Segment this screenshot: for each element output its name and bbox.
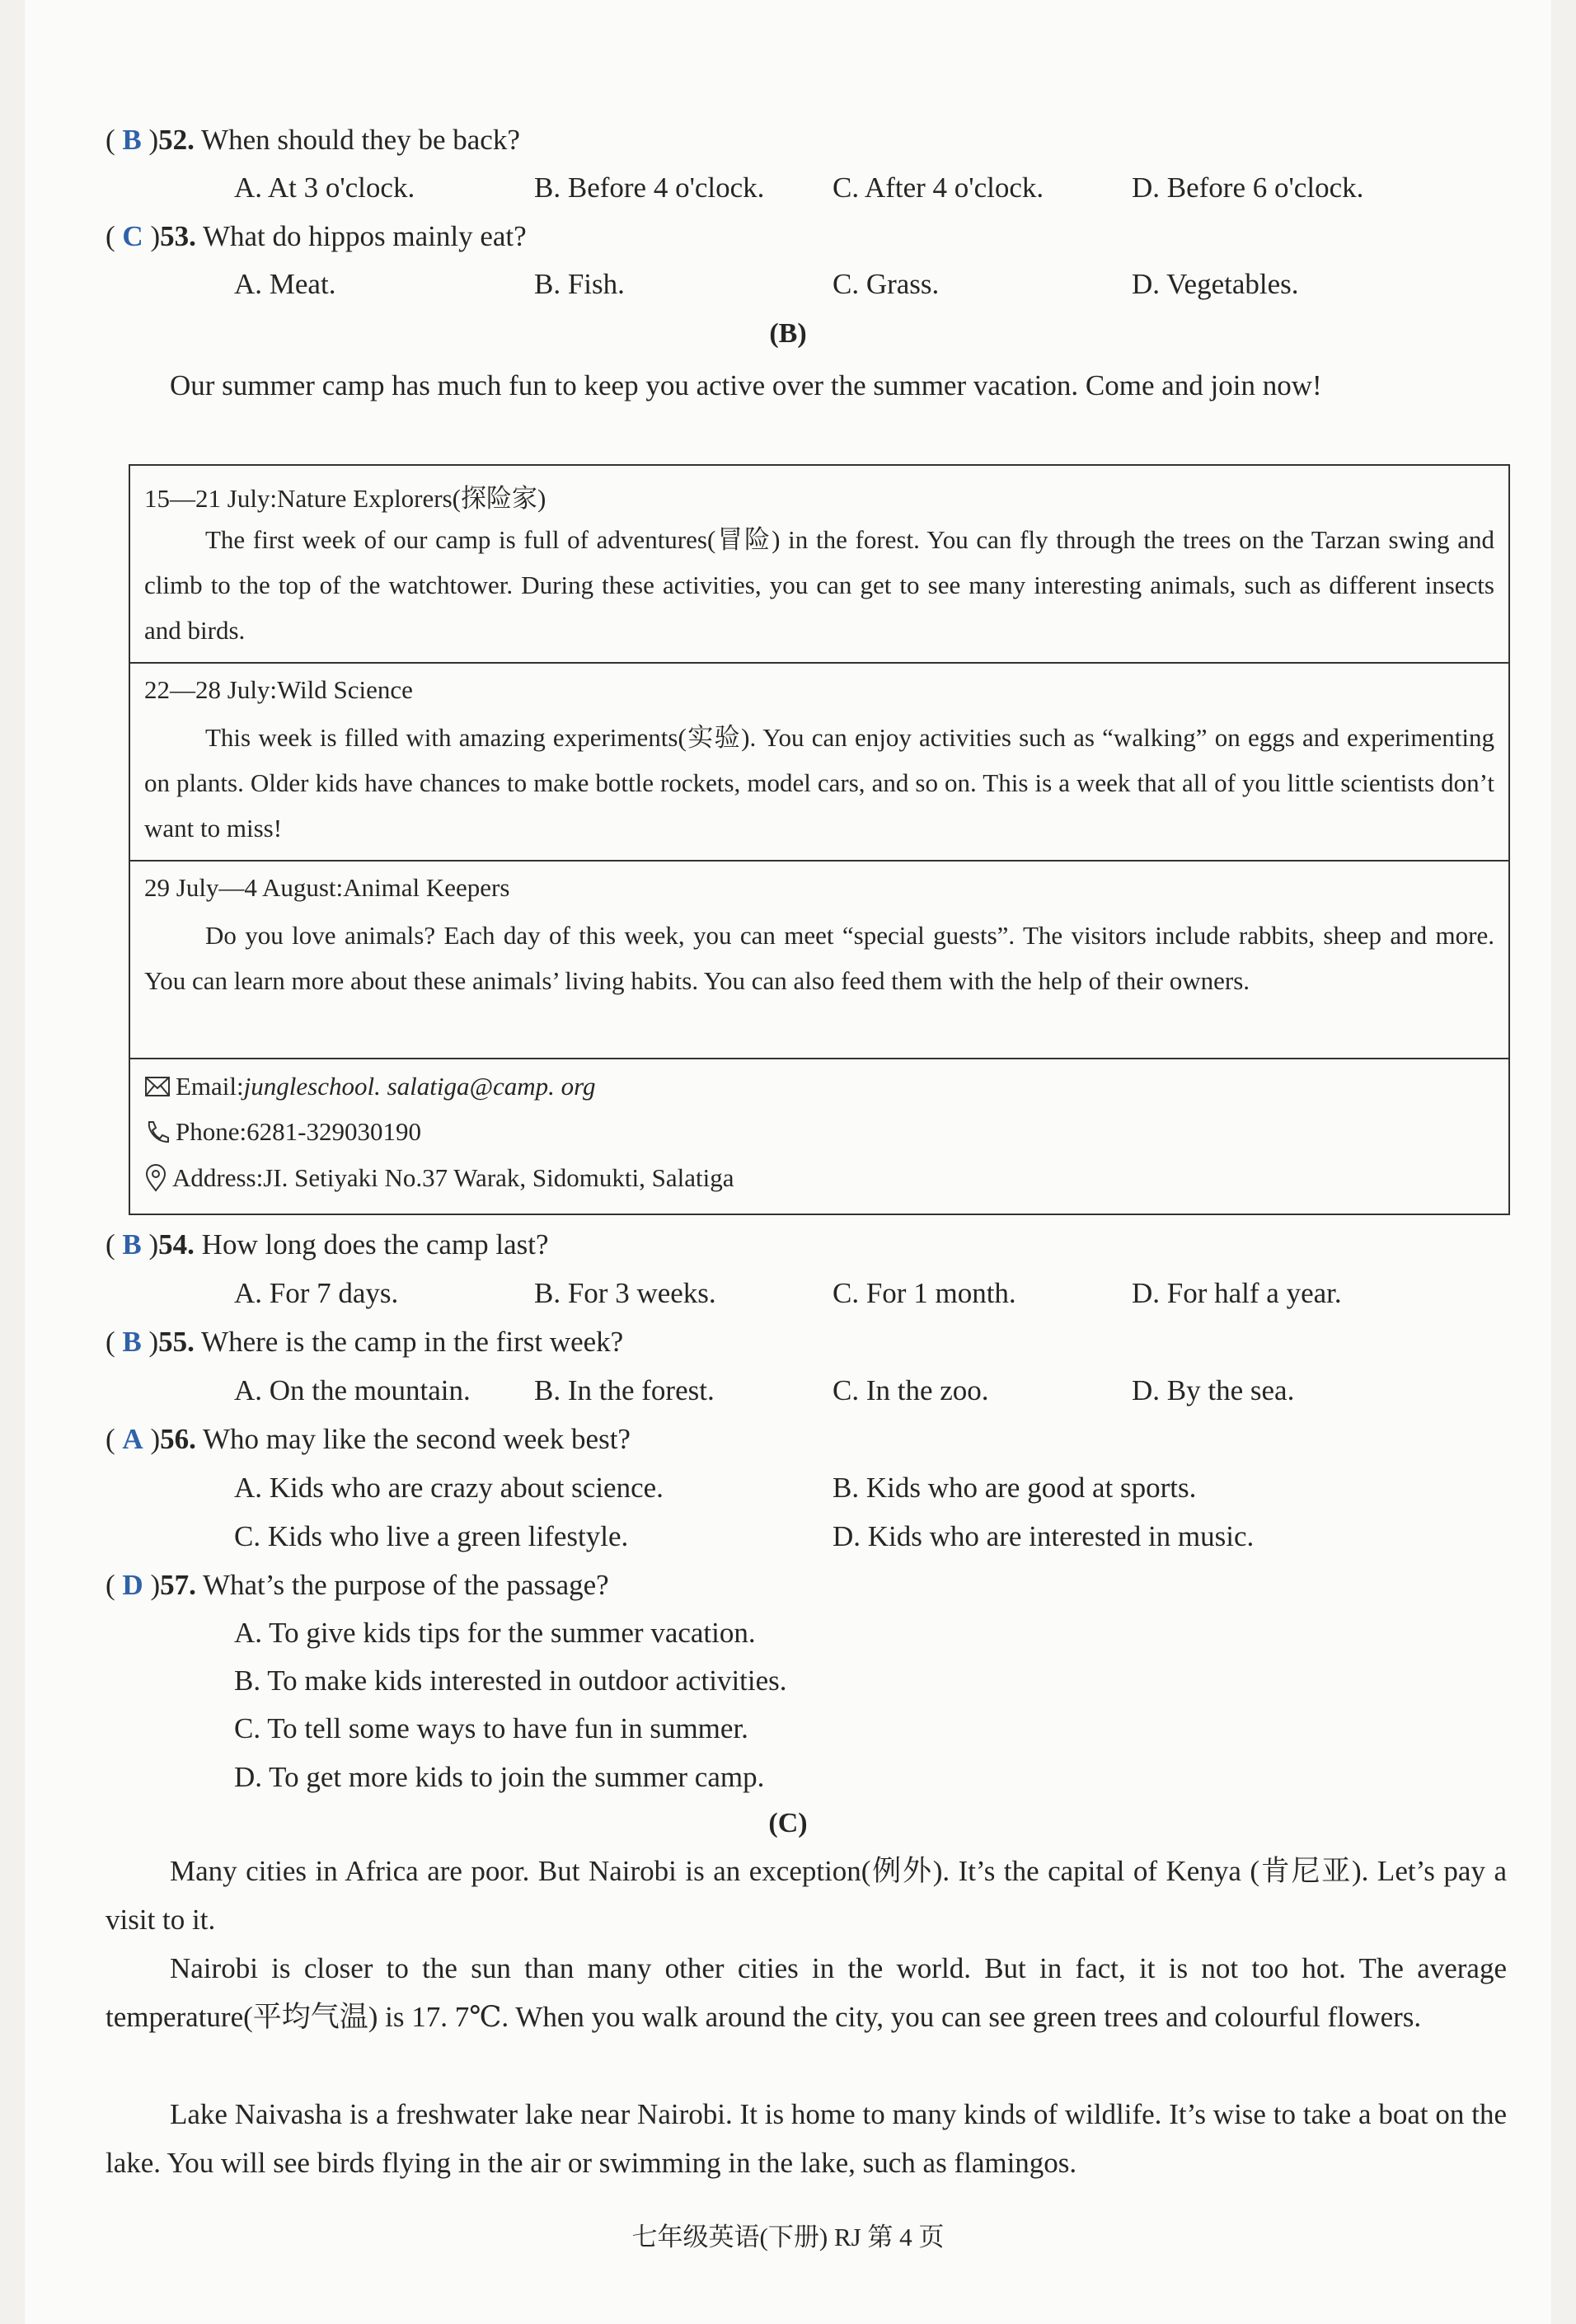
email-label: Email: bbox=[176, 1072, 244, 1101]
question-text: How long does the camp last? bbox=[201, 1228, 549, 1261]
option-d: D. By the sea. bbox=[1132, 1374, 1295, 1406]
week-2-body: This week is filled with amazing experiments(实验). You can enjoy activities such as “walking” on eggs and experimenting on plants. Older kids have chances to make bottle rockets, model cars, and so on. This is a week that all of you little scientists don’t want to miss! bbox=[144, 723, 1494, 843]
question-56: ( A )56. Who may like the second week best? bbox=[106, 1423, 631, 1455]
option-d: D. For half a year. bbox=[1132, 1277, 1342, 1309]
option-d: D. To get more kids to join the summer camp. bbox=[234, 1761, 765, 1793]
option-a: A. Kids who are crazy about science. bbox=[234, 1472, 664, 1504]
week-3-row bbox=[130, 862, 1508, 1059]
option-d: D. Vegetables. bbox=[1132, 268, 1299, 300]
location-pin-icon bbox=[144, 1164, 167, 1192]
question-52: ( B )52. When should they be back? bbox=[106, 124, 520, 156]
answer-mark: B bbox=[122, 1228, 142, 1261]
option-b: B. Kids who are good at sports. bbox=[833, 1472, 1197, 1504]
question-number: 52. bbox=[158, 124, 195, 156]
option-a: A. At 3 o'clock. bbox=[234, 171, 415, 204]
question-57: ( D )57. What’s the purpose of the passage? bbox=[106, 1569, 609, 1601]
question-number: 55. bbox=[158, 1326, 195, 1358]
camp-schedule-box bbox=[129, 464, 1510, 1215]
question-text: Where is the camp in the first week? bbox=[201, 1326, 624, 1358]
email-line bbox=[144, 1072, 596, 1101]
answer-mark: B bbox=[122, 1326, 142, 1358]
answer-mark: B bbox=[122, 124, 142, 156]
question-53: ( C )53. What do hippos mainly eat? bbox=[106, 220, 527, 252]
option-c: C. Kids who live a green lifestyle. bbox=[234, 1520, 629, 1552]
answer-mark: C bbox=[122, 220, 143, 252]
section-c-paragraph-3: Lake Naivasha is a freshwater lake near Nairobi. It is home to many kinds of wildlife. It’s wise to take a boat on the lake. You will see birds flying in the air or swimming in the lake, such as flamingos. bbox=[106, 2098, 1507, 2179]
option-c: C. For 1 month. bbox=[833, 1277, 1016, 1309]
question-55: ( B )55. Where is the camp in the first week? bbox=[106, 1326, 624, 1358]
option-b: B. Fish. bbox=[534, 268, 625, 300]
option-c: C. To tell some ways to have fun in summer. bbox=[234, 1712, 748, 1744]
email-address: jungleschool. salatiga@camp. org bbox=[243, 1072, 596, 1101]
page-footer: 七年级英语(下册) RJ 第 4 页 bbox=[631, 2223, 945, 2251]
phone-line bbox=[144, 1117, 421, 1147]
question-text: Who may like the second week best? bbox=[202, 1423, 631, 1455]
section-c-paragraph-2: Nairobi is closer to the sun than many other cities in the world. But in fact, it is not too hot. The average temperature(平均气温) is 17. 7℃. When you walk around the city, you can see green trees and colourful flowers. bbox=[106, 1952, 1507, 2033]
option-d: D. Kids who are interested in music. bbox=[833, 1520, 1255, 1552]
section-c-heading: (C) bbox=[768, 1808, 808, 1838]
week-1-title: 15—21 July:Nature Explorers(探险家) bbox=[144, 484, 546, 513]
week-3-body: Do you love animals? Each day of this week, you can meet “special guests”. The visitors include rabbits, sheep and more. You can learn more about these animals’ living habits. You can also feed them with the help of their owners. bbox=[144, 921, 1494, 995]
week-2-row bbox=[130, 664, 1508, 862]
envelope-icon bbox=[144, 1075, 171, 1098]
question-number: 57. bbox=[160, 1569, 196, 1601]
section-b-heading: (B) bbox=[769, 318, 807, 349]
question-text: When should they be back? bbox=[201, 124, 520, 156]
address-label: Address: bbox=[172, 1163, 264, 1192]
option-c: C. After 4 o'clock. bbox=[833, 171, 1044, 204]
section-b-intro: Our summer camp has much fun to keep you active over the summer vacation. Come and join now! bbox=[170, 369, 1322, 401]
week-1-body: The first week of our camp is full of adventures(冒险) in the forest. You can fly through the trees on the Tarzan swing and climb to the top of the watchtower. During these activities, you can get to see many interesting animals, such as different insects and birds. bbox=[144, 525, 1494, 645]
answer-mark: A bbox=[122, 1423, 143, 1455]
option-d: D. Before 6 o'clock. bbox=[1132, 171, 1364, 204]
question-number: 53. bbox=[160, 220, 196, 252]
question-text: What do hippos mainly eat? bbox=[202, 220, 527, 252]
option-b: B. For 3 weeks. bbox=[534, 1277, 716, 1309]
option-b: B. To make kids interested in outdoor activities. bbox=[234, 1664, 787, 1697]
option-b: B. Before 4 o'clock. bbox=[534, 171, 765, 204]
week-3-title: 29 July—4 August:Animal Keepers bbox=[144, 873, 510, 902]
question-54: ( B )54. How long does the camp last? bbox=[106, 1228, 549, 1261]
option-a: A. To give kids tips for the summer vacation. bbox=[234, 1617, 756, 1649]
option-a: A. Meat. bbox=[234, 268, 336, 300]
address-line bbox=[144, 1163, 734, 1193]
week-2-title: 22—28 July:Wild Science bbox=[144, 675, 413, 704]
option-b: B. In the forest. bbox=[534, 1374, 715, 1406]
address-text: JI. Setiyaki No.37 Warak, Sidomukti, Salatiga bbox=[263, 1163, 734, 1192]
phone-label: Phone: bbox=[176, 1117, 247, 1146]
question-number: 56. bbox=[160, 1423, 196, 1455]
option-c: C. In the zoo. bbox=[833, 1374, 989, 1406]
option-c: C. Grass. bbox=[833, 268, 940, 300]
question-number: 54. bbox=[158, 1228, 195, 1261]
section-c-paragraph-1: Many cities in Africa are poor. But Nairobi is an exception(例外). It’s the capital of Kenya (肯尼亚). Let’s pay a visit to it. bbox=[106, 1855, 1507, 1936]
answer-mark: D bbox=[122, 1569, 143, 1601]
question-text: What’s the purpose of the passage? bbox=[202, 1569, 609, 1601]
option-a: A. On the mountain. bbox=[234, 1374, 471, 1406]
worksheet-page bbox=[25, 0, 1551, 2324]
phone-number: 6281-329030190 bbox=[246, 1117, 421, 1146]
option-a: A. For 7 days. bbox=[234, 1277, 399, 1309]
week-1-row bbox=[130, 466, 1508, 664]
phone-icon bbox=[144, 1120, 171, 1144]
